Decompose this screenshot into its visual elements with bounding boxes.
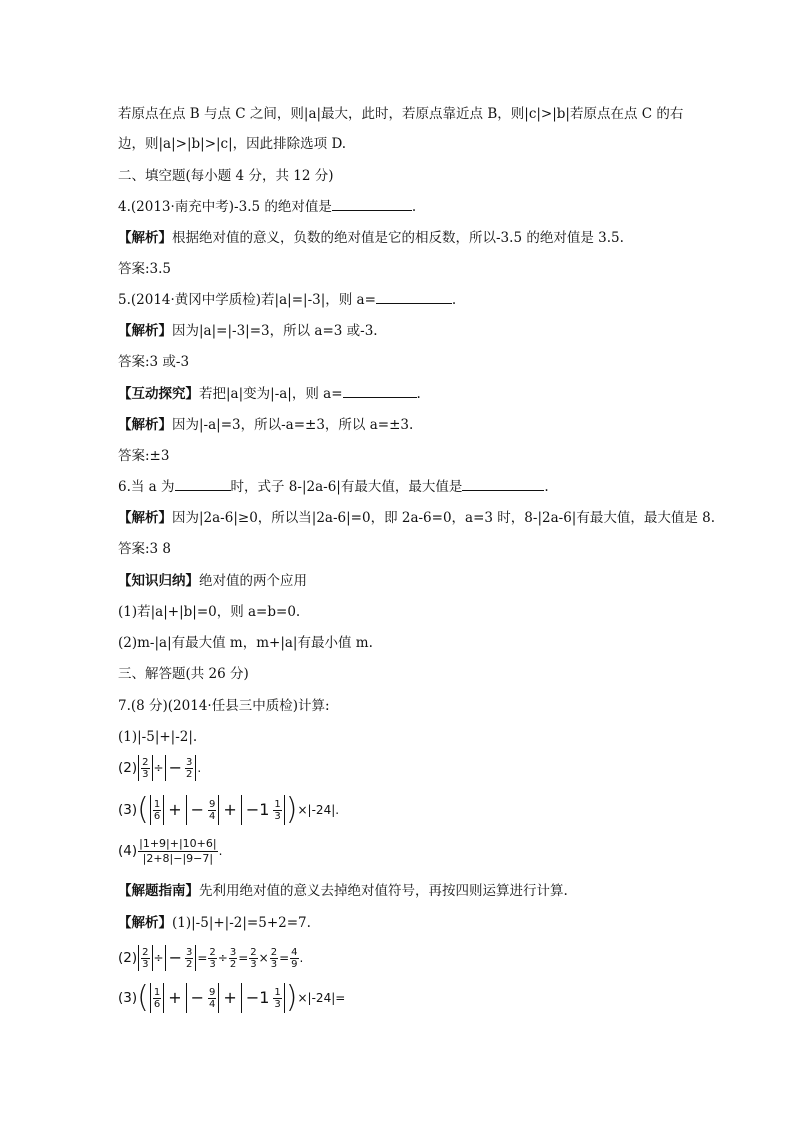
- question-7-part-3: (3)( $\frac{1}{6}$ + − $\frac{9}{4}$ + −1 $\frac{1}{3}$ )×|-24|.: [118, 792, 340, 827]
- summary-tag: 【知识归纳】: [118, 573, 199, 589]
- analysis-text: 因为|2a-6|≥0，所以当|2a-6|=0，即 2a-6=0，a=3 时，8-|2a-6|有最大值，最大值是 8.: [172, 510, 715, 526]
- solution-part-2: (2) $\frac{2}{3}$ ÷ − $\frac{3}{2}$ = $\frac{2}{3}$ ÷ $\frac{3}{2}$ = $\frac{2}{3}$ × $\frac{2}{3}$ = $\frac{4}{9}$ .: [118, 946, 304, 970]
- summary-item: (2)m-|a|有最大值 m，m+|a|有最小值 m.: [118, 635, 373, 651]
- answer-blank: [376, 290, 452, 304]
- answer-blank: [175, 477, 231, 491]
- analysis-tag: 【解析】: [118, 230, 172, 246]
- analysis-tag: 【解析】: [118, 417, 172, 433]
- equals-sign: =: [197, 951, 208, 965]
- section-heading: 二、填空题(每小题 4 分，共 12 分): [118, 168, 334, 184]
- part-label: (3): [118, 802, 138, 818]
- question-6: [118, 477, 549, 497]
- answer-line: 答案:3 或-3: [118, 354, 190, 370]
- question-text: 时，式子 8-|2a-6|有最大值，最大值是: [230, 479, 463, 495]
- punct: .: [218, 844, 223, 858]
- analysis-tag: 【解析】: [118, 323, 172, 339]
- explore-text: 若把|a|变为|-a|，则 a=: [199, 386, 343, 402]
- part-label: (2): [118, 950, 138, 966]
- question-7-part-1: (1)|-5|+|-2|.: [118, 729, 198, 745]
- section-heading: 三、解答题(共 26 分): [118, 666, 249, 682]
- guide-text: 先利用绝对值的意义去掉绝对值符号，再按四则运算进行计算.: [199, 883, 568, 899]
- question-5: [118, 290, 456, 310]
- punct: .: [451, 292, 457, 308]
- part-label: (3): [118, 990, 138, 1006]
- answer-blank: [343, 384, 417, 398]
- part-label: (4): [118, 843, 138, 859]
- analysis-text: 因为|a|=|-3|=3，所以 a=3 或-3.: [172, 323, 378, 339]
- answer-line: 答案:3.5: [118, 261, 172, 277]
- question-7: 7.(8 分)(2014·任县三中质检)计算:: [118, 698, 330, 714]
- text-line: 边，则|a|>|b|>|c|，因此排除选项 D.: [118, 136, 347, 152]
- question-text: 5.(2014·黄冈中学质检)若|a|=|-3|，则 a=: [118, 292, 376, 308]
- tail-text: ×|-24|.: [297, 803, 340, 817]
- question-text: 6.当 a 为: [118, 479, 175, 495]
- analysis-line: [118, 228, 624, 248]
- answer-line: 答案:3 8: [118, 541, 172, 557]
- summary-item: (1)若|a|+|b|=0，则 a=b=0.: [118, 604, 301, 620]
- analysis-line: [118, 321, 378, 341]
- punct: .: [416, 386, 421, 402]
- solution-guide: [118, 881, 568, 901]
- question-text: 4.(2013·南充中考)-3.5 的绝对值是: [118, 199, 332, 215]
- interactive-explore: [118, 384, 421, 404]
- fraction-denominator: |2+8|−|9−7|: [142, 851, 214, 865]
- analysis-text: (1)|-5|+|-2|=5+2=7.: [172, 915, 311, 931]
- question-7-part-4: [118, 833, 222, 869]
- tail-text: ×|-24|=: [297, 991, 346, 1005]
- answer-blank: [462, 477, 544, 491]
- text-line: 若原点在点 B 与点 C 之间，则|a|最大，此时，若原点靠近点 B，则|c|>|b|若原点在点 C 的右: [118, 106, 684, 122]
- answer-line: 答案:±3: [118, 448, 170, 464]
- part-label: (2): [118, 760, 138, 776]
- fraction-numerator: |1+9|+|10+6|: [139, 836, 217, 850]
- analysis-tag: 【解析】: [118, 510, 172, 526]
- answer-blank: [332, 197, 412, 211]
- explore-tag: 【互动探究】: [118, 386, 199, 402]
- analysis-line: [118, 508, 715, 528]
- analysis-line: [118, 415, 413, 435]
- analysis-text: 因为|-a|=3，所以-a=±3，所以 a=±3.: [172, 417, 414, 433]
- knowledge-summary: [118, 571, 307, 591]
- solution-part-3: (3)( $\frac{1}{6}$ + − $\frac{9}{4}$ + −1 $\frac{1}{3}$ )×|-24|=: [118, 980, 346, 1015]
- guide-tag: 【解题指南】: [118, 883, 199, 899]
- question-7-part-2: (2) $\frac{2}{3}$ ÷ − $\frac{3}{2}$ .: [118, 756, 202, 780]
- summary-text: 绝对值的两个应用: [199, 573, 307, 589]
- analysis-line: [118, 913, 311, 933]
- analysis-text: 根据绝对值的意义，负数的绝对值是它的相反数，所以-3.5 的绝对值是 3.5.: [172, 230, 624, 246]
- question-4: [118, 197, 416, 217]
- punct: .: [544, 479, 549, 495]
- punct: .: [411, 199, 417, 215]
- analysis-tag: 【解析】: [118, 915, 172, 931]
